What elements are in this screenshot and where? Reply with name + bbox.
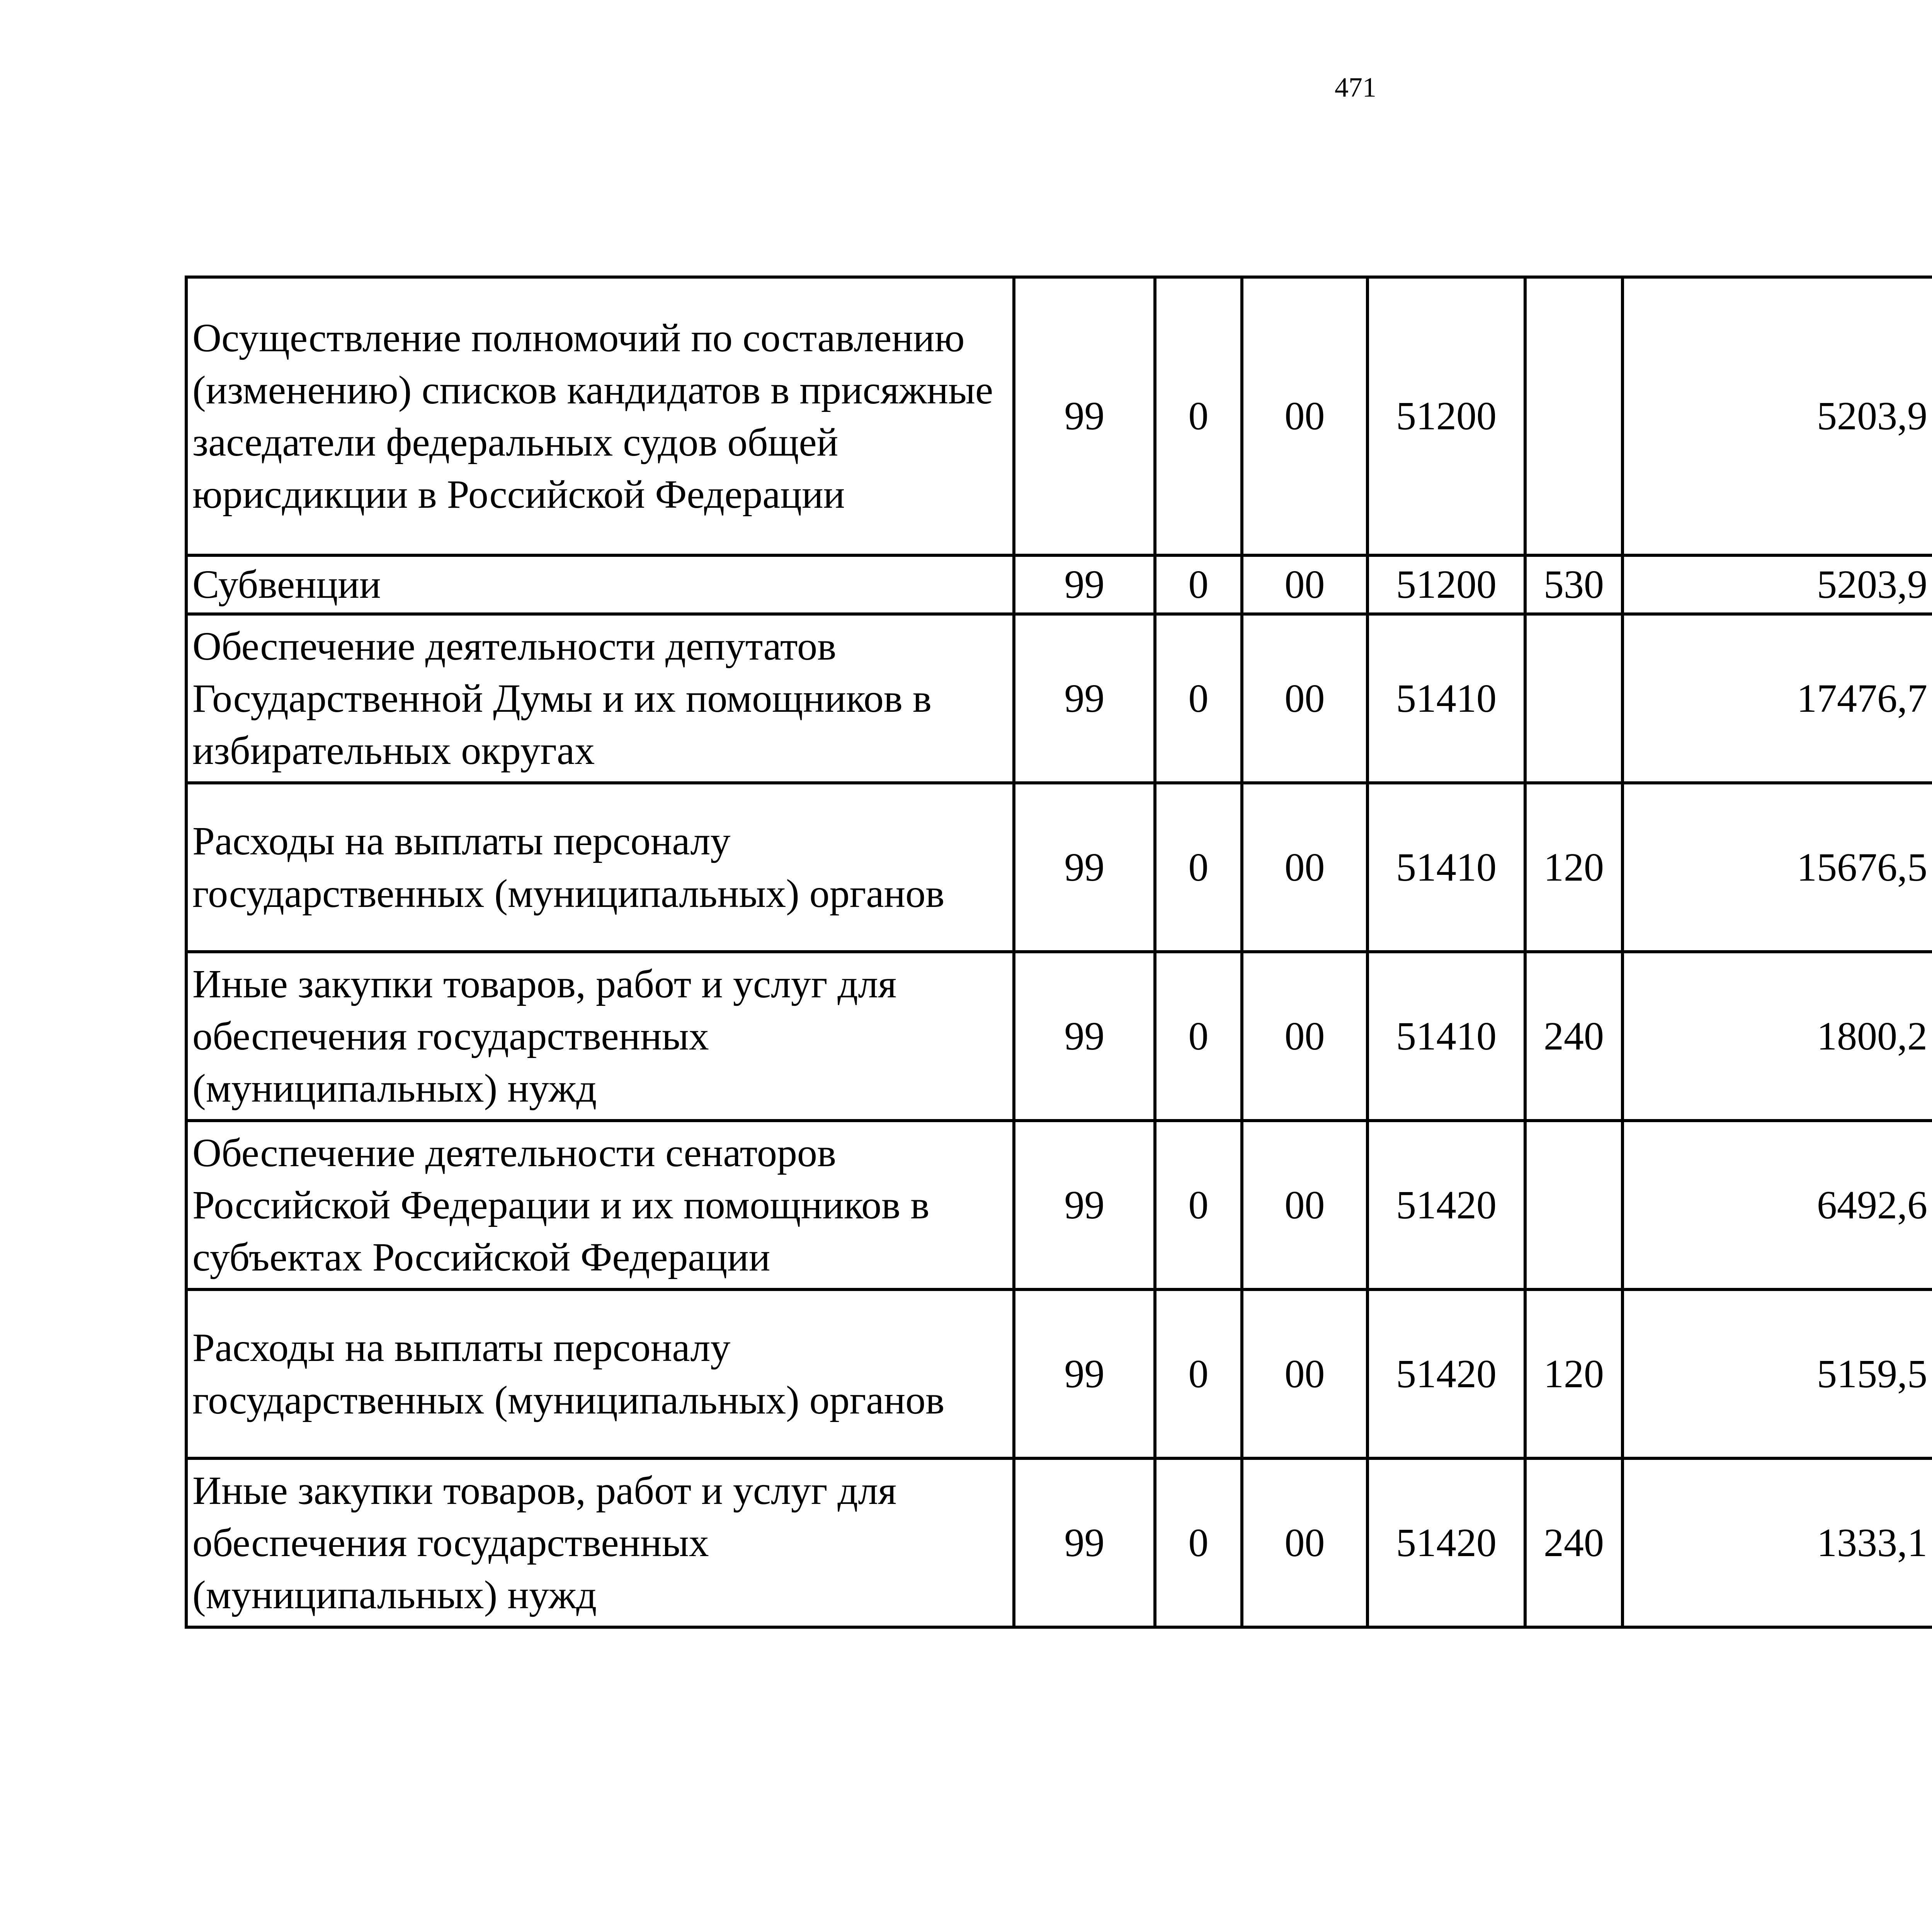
subprogram-code: 0 xyxy=(1155,614,1242,783)
subprogram-code: 0 xyxy=(1155,952,1242,1121)
budget-table xyxy=(185,276,1932,1629)
table-row xyxy=(186,952,1932,1121)
group-code: 00 xyxy=(1242,1458,1367,1627)
subprogram-code: 0 xyxy=(1155,783,1242,952)
program-code: 99 xyxy=(1014,952,1155,1121)
expense-type-code xyxy=(1525,614,1622,783)
table-row xyxy=(186,783,1932,952)
expense-type-code xyxy=(1525,277,1622,555)
direction-code: 51410 xyxy=(1367,952,1525,1121)
subprogram-code: 0 xyxy=(1155,1458,1242,1627)
direction-code: 51410 xyxy=(1367,783,1525,952)
table-row xyxy=(186,1289,1932,1458)
program-code: 99 xyxy=(1014,1289,1155,1458)
row-name: Иные закупки товаров, работ и услуг для обеспечения государственных (муниципальных) нужд xyxy=(186,952,1014,1121)
direction-code: 51420 xyxy=(1367,1121,1525,1289)
value-1: 5203,9 xyxy=(1622,277,1932,555)
group-code: 00 xyxy=(1242,952,1367,1121)
expense-type-code: 120 xyxy=(1525,1289,1622,1458)
subprogram-code: 0 xyxy=(1155,1121,1242,1289)
direction-code: 51200 xyxy=(1367,555,1525,614)
value-1: 5159,5 xyxy=(1622,1289,1932,1458)
table-row xyxy=(186,555,1932,614)
row-name: Обеспечение деятельности сенаторов Российской Федерации и их помощников в субъектах Российской Федерации xyxy=(186,1121,1014,1289)
value-1: 6492,6 xyxy=(1622,1121,1932,1289)
program-code: 99 xyxy=(1014,1458,1155,1627)
table-row xyxy=(186,614,1932,783)
group-code: 00 xyxy=(1242,555,1367,614)
expense-type-code xyxy=(1525,1121,1622,1289)
expense-type-code: 120 xyxy=(1525,783,1622,952)
expense-type-code: 240 xyxy=(1525,952,1622,1121)
direction-code: 51420 xyxy=(1367,1458,1525,1627)
expense-type-code: 240 xyxy=(1525,1458,1622,1627)
group-code: 00 xyxy=(1242,1289,1367,1458)
group-code: 00 xyxy=(1242,614,1367,783)
expense-type-code: 530 xyxy=(1525,555,1622,614)
subprogram-code: 0 xyxy=(1155,555,1242,614)
value-1: 1333,1 xyxy=(1622,1458,1932,1627)
value-1: 5203,9 xyxy=(1622,555,1932,614)
group-code: 00 xyxy=(1242,783,1367,952)
row-name: Субвенции xyxy=(186,555,1014,614)
program-code: 99 xyxy=(1014,555,1155,614)
row-name: Обеспечение деятельности депутатов Государственной Думы и их помощников в избирательных округах xyxy=(186,614,1014,783)
row-name: Осуществление полномочий по составлению (изменению) списков кандидатов в присяжные заседатели федеральных судов общей юрисдикции в Российской Федерации xyxy=(186,277,1014,555)
program-code: 99 xyxy=(1014,783,1155,952)
value-1: 1800,2 xyxy=(1622,952,1932,1121)
program-code: 99 xyxy=(1014,1121,1155,1289)
direction-code: 51410 xyxy=(1367,614,1525,783)
row-name: Расходы на выплаты персоналу государственных (муниципальных) органов xyxy=(186,783,1014,952)
group-code: 00 xyxy=(1242,277,1367,555)
table-row xyxy=(186,277,1932,555)
value-1: 15676,5 xyxy=(1622,783,1932,952)
program-code: 99 xyxy=(1014,614,1155,783)
table-row xyxy=(186,1458,1932,1627)
direction-code: 51420 xyxy=(1367,1289,1525,1458)
group-code: 00 xyxy=(1242,1121,1367,1289)
row-name: Расходы на выплаты персоналу государственных (муниципальных) органов xyxy=(186,1289,1014,1458)
program-code: 99 xyxy=(1014,277,1155,555)
direction-code: 51200 xyxy=(1367,277,1525,555)
subprogram-code: 0 xyxy=(1155,277,1242,555)
subprogram-code: 0 xyxy=(1155,1289,1242,1458)
row-name: Иные закупки товаров, работ и услуг для обеспечения государственных (муниципальных) нужд xyxy=(186,1458,1014,1627)
page-number: 471 xyxy=(1335,72,1376,103)
table-row xyxy=(186,1121,1932,1289)
value-1: 17476,7 xyxy=(1622,614,1932,783)
